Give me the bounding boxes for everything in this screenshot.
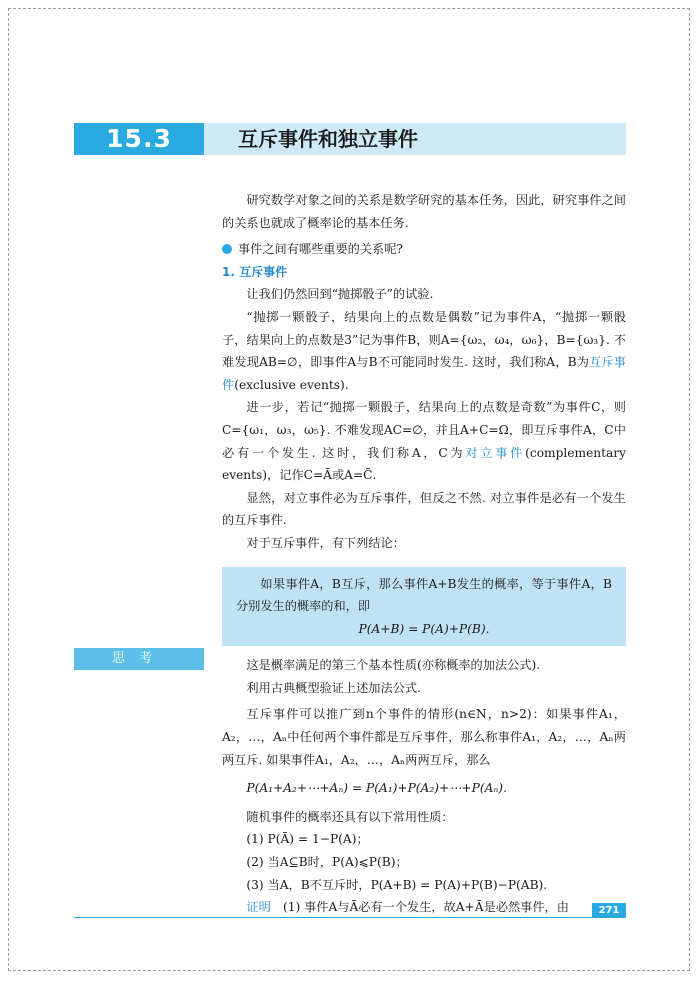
proof-label: 证明 [246,900,271,915]
theorem-formula: P(A+B) = P(A)+P(B). [358,621,490,636]
question-line [222,238,626,261]
paragraph-8: 随机事件的概率还具有以下常用性质： [246,809,454,824]
paragraph-6: 这是概率满足的第三个基本性质(亦称概率的加法公式). [246,658,541,673]
paragraph-7: 互斥事件可以推广到n个事件的情形(n∈N，n>2)：如果事件A₁，A₂，…，Aₙ中任何两个事件都是互斥事件，那么称事件A₁，A₂，…，Aₙ两两互斥. 如果事件A₁，A₂，…，Aₙ两两互斥，那么 [222,707,626,767]
term-complementary-events: 对立事件 [465,445,526,460]
paragraph-4: 显然，对立事件必为互斥事件，但反之不然. 对立事件是必有一个发生的互斥事件. [222,490,626,528]
section-title: 互斥事件和独立事件 [238,127,418,151]
paragraph-3 [222,396,626,486]
bullet-dot-icon [222,244,232,254]
property-1: (1) P(Ā) = 1−P(A)； [246,832,369,847]
footer-line [74,917,626,918]
think-label: 思考 [74,648,204,670]
term-exclusive-events: 互斥事件 [222,355,626,392]
p3-text: 进一步，若记“抛掷一颗骰子，结果向上的点数是奇数”为事件C，则C={ω₁，ω₃，ω₅}. 不难发现AC=∅，并且A+C=Ω，即互斥事件A，C中必有一个发生. 这时，我们称A，C为 [222,400,626,460]
p2-tail: (exclusive events). [234,377,349,392]
section-number: 15.3 [74,123,204,155]
page-number: 271 [592,903,626,918]
p3-tail: (complementary events)，记作C=Ā或A=C̄. [222,445,627,483]
think-text: 利用古典概型验证上述加法公式. [246,680,421,695]
subheading-mutually-exclusive: 1. 互斥事件 [222,264,288,279]
p2-text: “抛掷一颗骰子，结果向上的点数是偶数”记为事件A，“抛掷一颗骰子，结果向上的点数是3”记为事件B，则A={ω₂，ω₄，ω₆}，B={ω₃}. 不难发现AB=∅，即事件A与B不可能同时发生. 这时，我们称A，B为 [222,309,626,370]
proof-text: (1) 事件A与Ā必有一个发生，故A+Ā是必然事件，由 [282,900,569,915]
theorem-box [222,567,626,647]
main-content [222,189,626,919]
question-text: 事件之间有哪些重要的关系呢? [238,242,403,257]
paragraph-1: 让我们仍然回到“抛掷骰子”的试验. [246,287,434,302]
paragraph-5: 对于互斥事件，有下列结论： [246,535,405,550]
paragraph-2 [222,306,626,396]
intro-paragraph: 研究数学对象之间的关系是数学研究的基本任务，因此，研究事件之间的关系也就成了概率论的基本任务. [222,193,626,230]
property-2: (2) 当A⊆B时，P(A)⩽P(B)； [246,855,408,870]
addition-formula-general: P(A₁+A₂+⋯+Aₙ) = P(A₁)+P(A₂)+⋯+P(Aₙ). [246,781,507,796]
property-3: (3) 当A，B不互斥时，P(A+B) = P(A)+P(B)−P(AB). [246,877,548,892]
proof-line [222,896,626,919]
theorem-text: 如果事件A，B互斥，那么事件A+B发生的概率，等于事件A，B分别发生的概率的和，即 [236,576,612,614]
